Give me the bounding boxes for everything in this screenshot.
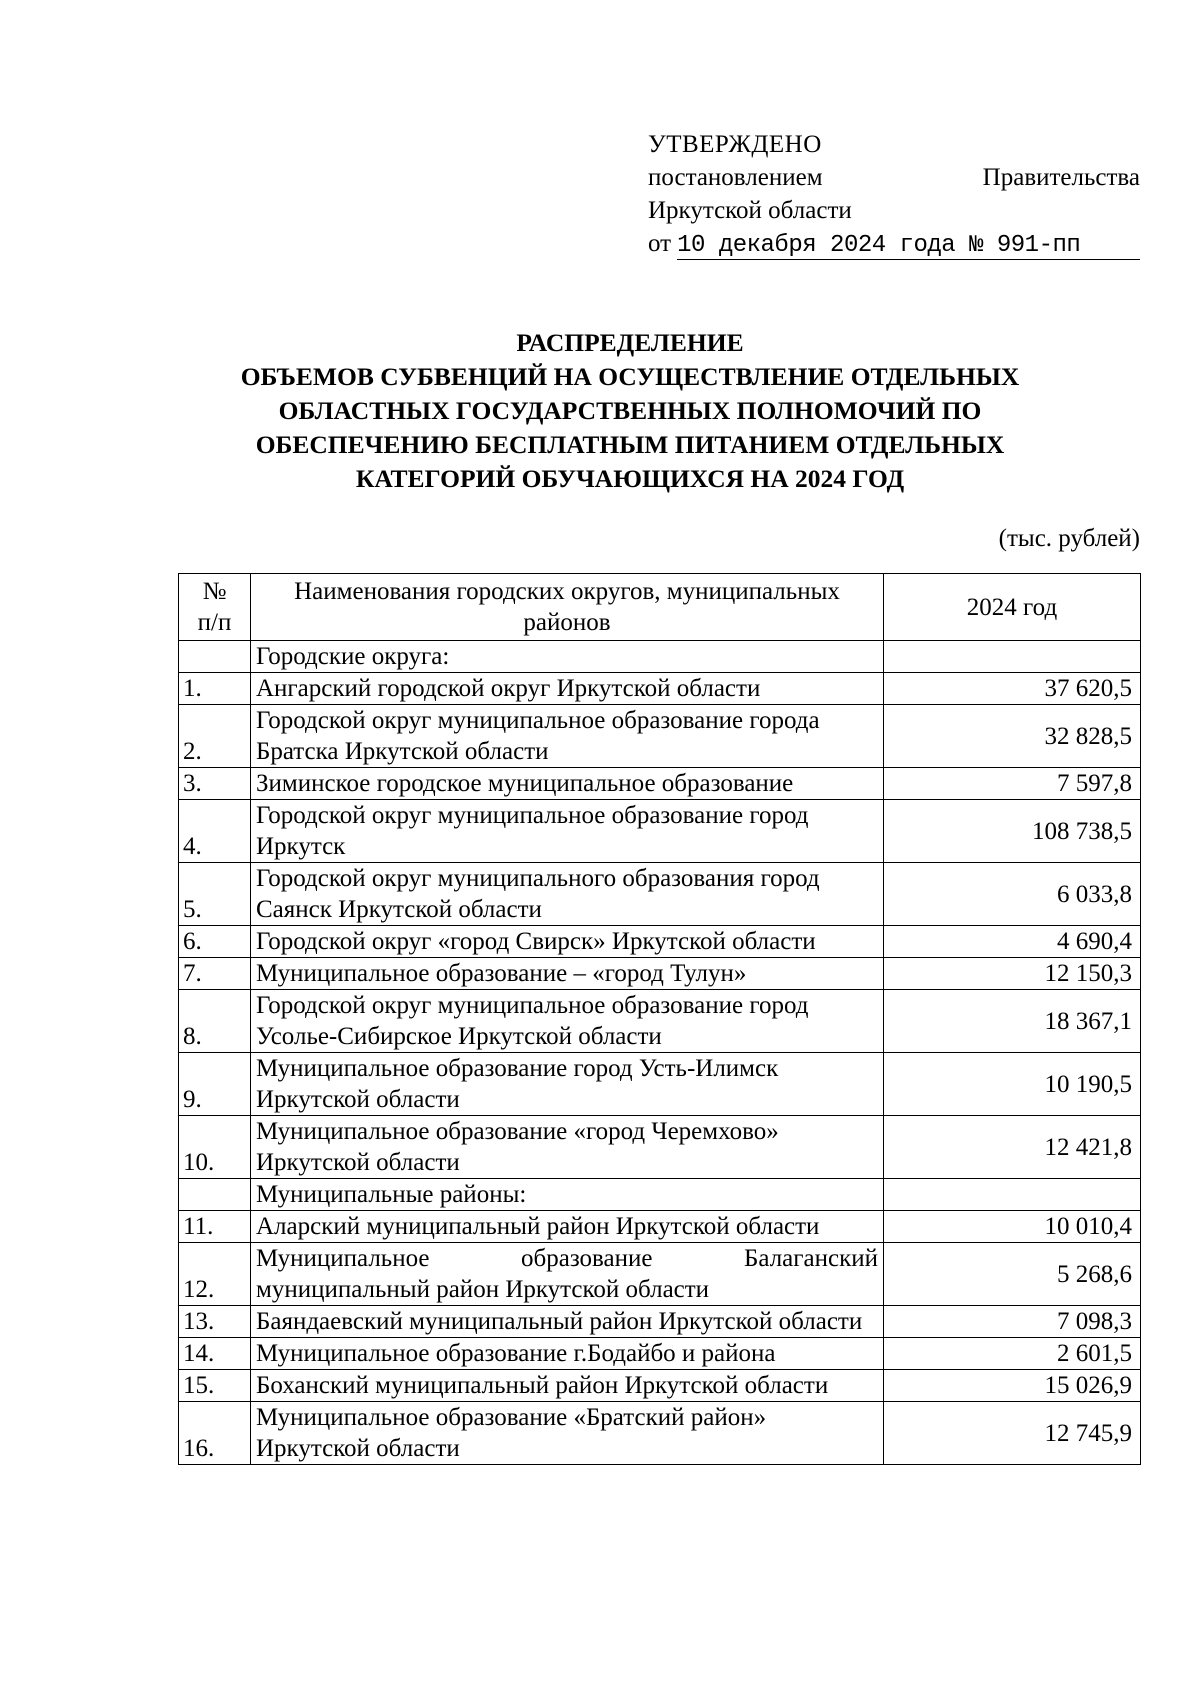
row-name: Городской округ муниципальное образование город Усолье-Сибирское Иркутской области — [251, 990, 884, 1053]
units-label: (тыс. рублей) — [998, 525, 1140, 552]
row-number: 5. — [179, 863, 251, 926]
title-line-1: РАСПРЕДЕЛЕНИЕ — [516, 328, 744, 357]
approval-region: Иркутской области — [648, 197, 852, 224]
row-value: 7 597,8 — [884, 768, 1141, 800]
row-value: 108 738,5 — [884, 800, 1141, 863]
header-number — [179, 574, 251, 641]
group-number-cell — [179, 1179, 251, 1211]
title-line-5: КАТЕГОРИЙ ОБУЧАЮЩИХСЯ НА 2024 ГОД — [355, 464, 905, 493]
row-value: 32 828,5 — [884, 705, 1141, 768]
row-name: Городской округ муниципальное образование город Иркутск — [251, 800, 884, 863]
distribution-table — [178, 573, 1141, 1465]
table-row — [179, 1116, 1141, 1179]
row-name: Боханский муниципальный район Иркутской области — [251, 1370, 884, 1402]
approval-line-2 — [648, 161, 1140, 194]
row-number: 11. — [179, 1211, 251, 1243]
row-value: 12 745,9 — [884, 1402, 1141, 1465]
table-row — [179, 990, 1141, 1053]
group-value-cell — [884, 641, 1141, 673]
table-row — [179, 1306, 1141, 1338]
approval-government-label: Правительства — [982, 164, 1140, 191]
row-number: 15. — [179, 1370, 251, 1402]
header-name-line-1: Наименования городских округов, муниципальных — [294, 578, 840, 605]
row-value: 37 620,5 — [884, 673, 1141, 705]
table-row — [179, 926, 1141, 958]
row-name: Зиминское городское муниципальное образование — [251, 768, 884, 800]
row-name: Городской округ муниципального образования город Саянск Иркутской области — [251, 863, 884, 926]
row-name: Городской округ муниципальное образование города Братска Иркутской области — [251, 705, 884, 768]
row-name: Муниципальное образование «Братский район» Иркутской области — [251, 1402, 884, 1465]
row-value: 6 033,8 — [884, 863, 1141, 926]
row-number: 16. — [179, 1402, 251, 1465]
row-number: 6. — [179, 926, 251, 958]
document-title — [160, 326, 1100, 496]
table-row — [179, 1053, 1141, 1116]
row-value: 12 421,8 — [884, 1116, 1141, 1179]
title-line-4: ОБЕСПЕЧЕНИЮ БЕСПЛАТНЫМ ПИТАНИЕМ ОТДЕЛЬНЫХ — [255, 430, 1005, 459]
table-row — [179, 1402, 1141, 1465]
group-label: Городские округа: — [251, 641, 884, 673]
approval-date-line — [648, 227, 1140, 260]
row-value: 7 098,3 — [884, 1306, 1141, 1338]
table-row — [179, 673, 1141, 705]
row-value: 5 268,6 — [884, 1243, 1141, 1306]
table-row — [179, 1338, 1141, 1370]
approval-heading: УТВЕРЖДЕНО — [648, 131, 822, 158]
row-name: Муниципальное образование – «город Тулун» — [251, 958, 884, 990]
table-row — [179, 863, 1141, 926]
row-number: 9. — [179, 1053, 251, 1116]
approval-stamp — [648, 128, 1140, 260]
row-value: 15 026,9 — [884, 1370, 1141, 1402]
table-row — [179, 958, 1141, 990]
group-row-municipal-districts — [179, 1179, 1141, 1211]
row-value: 10 010,4 — [884, 1211, 1141, 1243]
table-row — [179, 800, 1141, 863]
table-row — [179, 1243, 1141, 1306]
row-number: 8. — [179, 990, 251, 1053]
row-value: 2 601,5 — [884, 1338, 1141, 1370]
approval-date-prefix: от — [648, 230, 672, 257]
group-value-cell — [884, 1179, 1141, 1211]
row-name: Ангарский городской округ Иркутской области — [251, 673, 884, 705]
row-value: 4 690,4 — [884, 926, 1141, 958]
row-name: Муниципальное образование город Усть-Илимск Иркутской области — [251, 1053, 884, 1116]
row-name: Муниципальное образование «город Черемхово» Иркутской области — [251, 1116, 884, 1179]
header-name-line-2: районов — [523, 609, 611, 636]
row-number: 13. — [179, 1306, 251, 1338]
header-year: 2024 год — [884, 574, 1141, 641]
title-line-3: ОБЛАСТНЫХ ГОСУДАРСТВЕННЫХ ПОЛНОМОЧИЙ ПО — [278, 396, 982, 425]
row-number: 12. — [179, 1243, 251, 1306]
group-number-cell — [179, 641, 251, 673]
row-number: 2. — [179, 705, 251, 768]
group-row-city-districts — [179, 641, 1141, 673]
header-number-abbr: п/п — [197, 609, 232, 636]
approval-resolution-label: постановлением — [648, 164, 823, 191]
table-row — [179, 705, 1141, 768]
row-name: Городской округ «город Свирск» Иркутской области — [251, 926, 884, 958]
row-name: Баяндаевский муниципальный район Иркутской области — [251, 1306, 884, 1338]
approval-date-value: 10 декабря 2024 года № 991-пп — [677, 233, 1140, 260]
table-row — [179, 1370, 1141, 1402]
row-value: 10 190,5 — [884, 1053, 1141, 1116]
row-number: 7. — [179, 958, 251, 990]
table-row — [179, 768, 1141, 800]
row-value: 18 367,1 — [884, 990, 1141, 1053]
table-header-row — [179, 574, 1141, 641]
title-line-2: ОБЪЕМОВ СУБВЕНЦИЙ НА ОСУЩЕСТВЛЕНИЕ ОТДЕЛЬНЫХ — [240, 362, 1020, 391]
group-label: Муниципальные районы: — [251, 1179, 884, 1211]
table-row — [179, 1211, 1141, 1243]
row-name: Аларский муниципальный район Иркутской области — [251, 1211, 884, 1243]
row-number: 14. — [179, 1338, 251, 1370]
row-number: 10. — [179, 1116, 251, 1179]
row-value: 12 150,3 — [884, 958, 1141, 990]
row-name: Муниципальное образование Балаганский муниципальный район Иркутской области — [251, 1243, 884, 1306]
row-number: 3. — [179, 768, 251, 800]
row-number: 4. — [179, 800, 251, 863]
row-number: 1. — [179, 673, 251, 705]
row-name: Муниципальное образование г.Бодайбо и района — [251, 1338, 884, 1370]
header-number-sign: № — [202, 578, 227, 605]
header-name — [251, 574, 884, 641]
